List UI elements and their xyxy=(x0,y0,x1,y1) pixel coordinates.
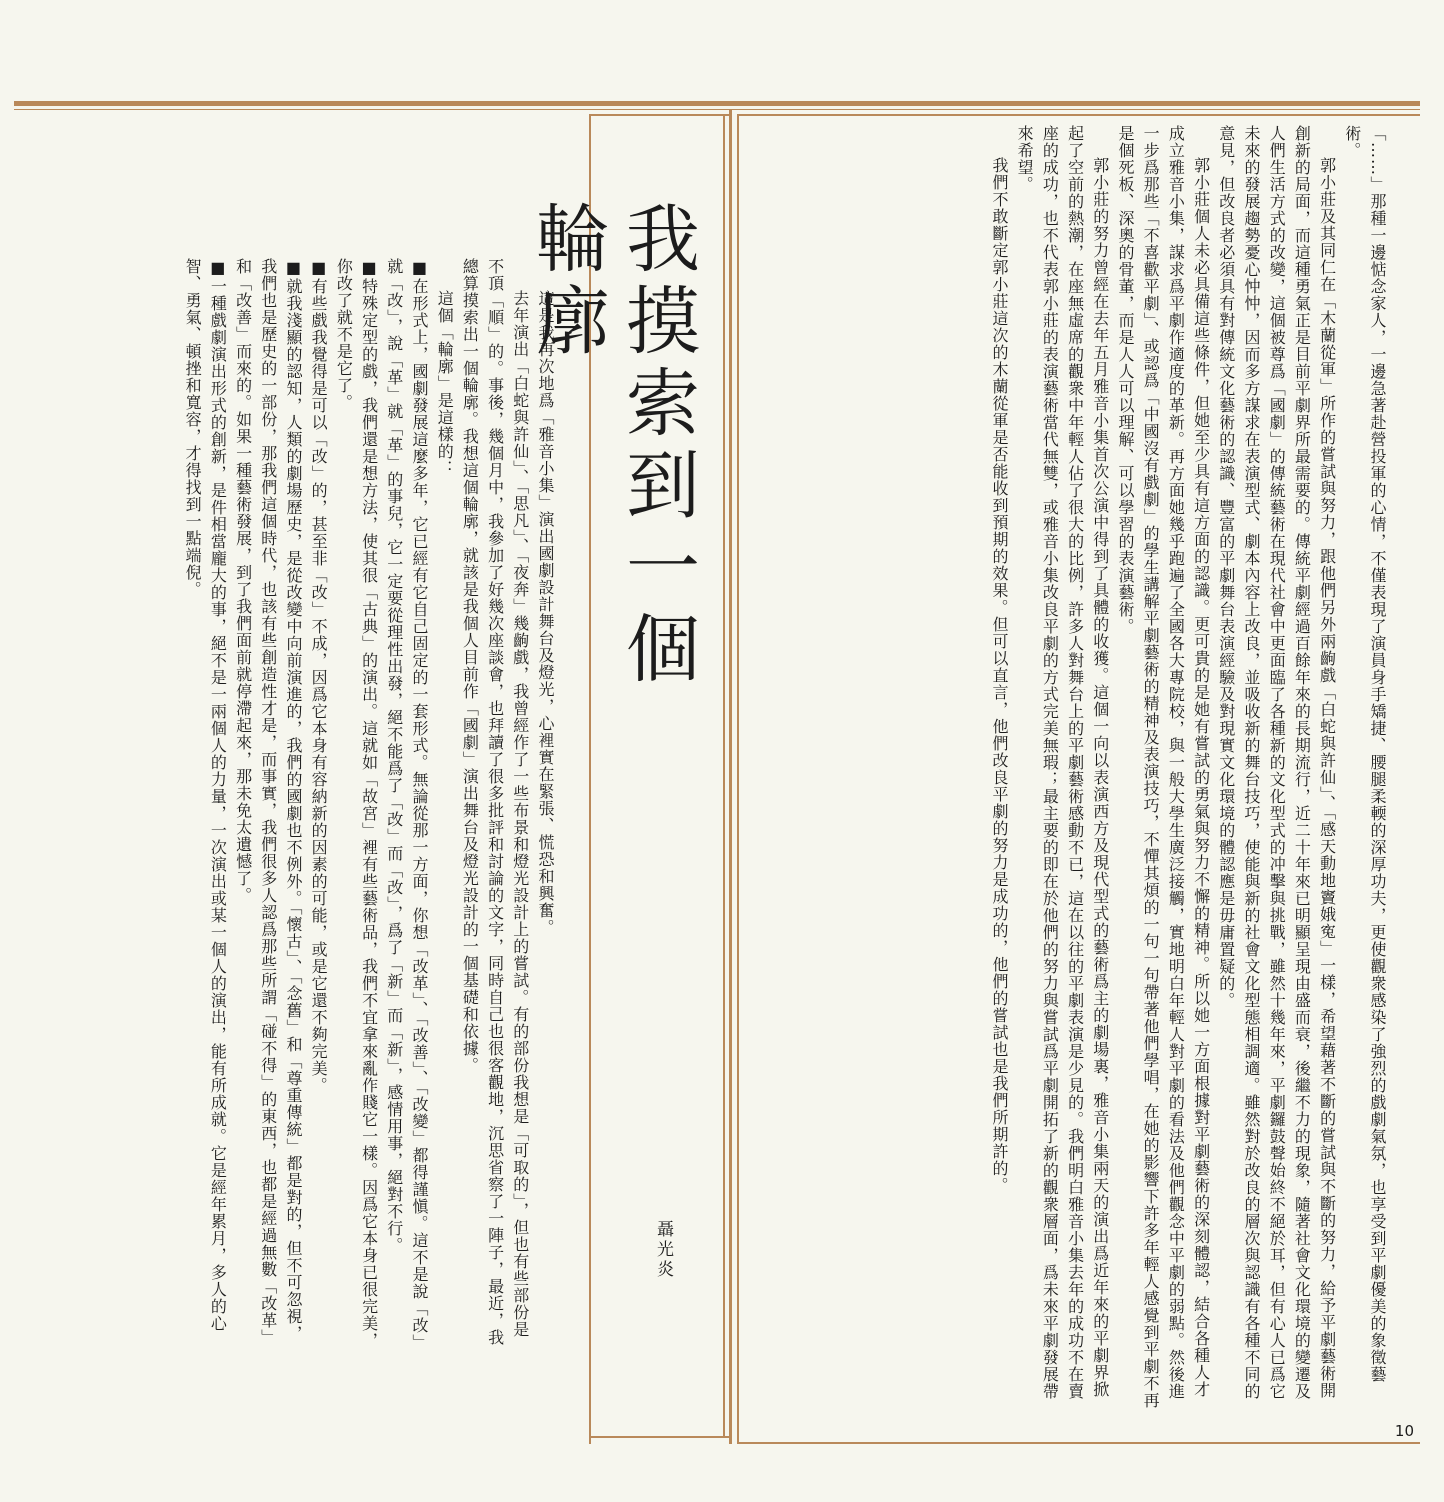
bullet-mark: ■ xyxy=(208,258,228,278)
author-name: 聶光炎 xyxy=(653,1220,673,1280)
bullet-mark: ■ xyxy=(283,258,303,278)
bullet-text: 有些戲我覺得是可以「改」的，甚至非「改」不成，因爲它本身有容納新的因素的可能，或是它還不夠完美。 xyxy=(309,278,329,1094)
bottom-border-rule xyxy=(589,1436,729,1438)
bottom-border-rule-right xyxy=(737,1442,1420,1444)
right-panel-left-rule xyxy=(737,114,739,1444)
bullet-item-1 xyxy=(382,258,432,1350)
bullet-item-5 xyxy=(180,258,230,1350)
intro-paragraph-1: 這是我再次地爲「雅音小集」演出國劇設計舞台及燈光，心裡實在緊張、慌恐和興奮。 xyxy=(536,290,555,936)
page-number: 10 xyxy=(1394,1422,1414,1440)
center-divider-rule xyxy=(729,110,732,1444)
right-paragraph-3: 郭小莊個人未必具備這些條件，但她至少具有這方面的認識。更可貴的是她有嘗試的勇氣與努力不懈的精神。所以她一方面根據對平劇藝術的深刻體認，結合各種人才成立雅音小集，謀求爲平劇作適度的革新。再方面她幾乎跑遍了全國各大專院校，與一般大學生廣泛接觸，實地明白年輕人對平劇的看法及他們觀念中平劇的弱點。然後進一步爲那些「不喜歡平劇」、或認爲「中國沒有戲劇」的學生講解平劇藝術的精神及表演技巧，不憚其煩的一句一句帶著他們學唱，在她的影響下許多年輕人感覺到平劇不再是個死板、深奧的骨董，而是人人可以理解、可以學習的表演藝術。 xyxy=(1115,125,1211,1409)
right-paragraph-5: 我們不敢斷定郭小莊這次的木蘭從軍是否能收到預期的效果。但可以直言，他們改良平劇的努力是成功的，他們的嘗試也是我們所期許的。 xyxy=(989,157,1009,1194)
bullet-text: 特殊定型的戲，我們還是想方法，使其很「古典」的演出。這就如「故宮」裡有些藝術品，我們不宜拿來亂作賤它一樣。因爲它本身已很完美，你改了就不是它了。 xyxy=(334,258,379,1349)
intro-paragraph-3: 這個「輪廓」是這樣的： xyxy=(435,290,455,477)
bullet-item-4 xyxy=(230,258,306,1350)
bullet-item-3 xyxy=(306,258,331,1350)
right-paragraph-4: 郭小莊的努力曾經在去年五月雅音小集首次公演中得到了具體的收獲。這個一向以表演西方及現代型式的藝術爲主的劇場裏，雅音小集兩天的演出爲近年來的平劇界掀起了空前的熱潮，在座無虛席的觀衆中年輕人佔了很大的比例，許多人對舞台上的平劇藝術感動不已，這在以往的平劇表演是少見的。我們明白雅音小集去年的成功不在賣座的成功，也不代表郭小莊的表演藝術當代無雙，或雅音小集改良平劇的方式完美無瑕；最主要的即在於他們的努力與嘗試爲平劇開拓了新的觀衆層面，爲未來平劇發展帶來希望。 xyxy=(1015,125,1110,1400)
bullet-text: 一種戲劇演出形式的創新，是件相當龐大的事，絕不是一兩個人的力量，一次演出或某一個人的演出，能有所成就。它是經年累月，多人的心智、勇氣、頓挫和寬容，才得找到一點端倪。 xyxy=(183,258,228,1332)
top-border-thin-rule xyxy=(14,109,1420,110)
bullet-mark: ■ xyxy=(409,258,429,278)
bullet-text: 就我淺顯的認知，人類的劇場歷史，是從改變中向前演進的，我們的國劇也不例外。「懷古」、「念舊」和「尊重傳統」都是對的，但不可忽視，我們也是歷史的一部份，那我們這個時代，也該有些創造性才是，而事實，我們很多人認爲那些所謂「碰不得」的東西，也都是經過無數「改革」和「改善」而來的。如果一種藝術發展，到了我們面前就停滯起來，那未免太遺憾了。 xyxy=(233,258,303,1346)
article-title: 我摸索到一個輪廓 xyxy=(524,200,700,692)
left-panel-top-rule xyxy=(589,114,729,116)
bullet-text: 在形式上，國劇發展這麼多年，它已經有它自己固定的一套形式。無論從那一方面，你想「改革」、「改善」、「改變」都得謹愼。這不是說「改」就「改」，說「革」就「革」的事兒，它一定要從理性出發，絕不能爲了「改」而「改」，爲了「新」而「新」，感情用事，絕對不行。 xyxy=(384,258,429,1343)
left-panel-inner-right-rule xyxy=(723,114,725,1436)
right-paragraph-1: 「……」那種一邊惦念家人，一邊急著赴營投軍的心情，不僅表現了演員身手矯捷、腰腿柔輭的深厚功夫，更使觀衆感染了強烈的戲劇氣氛，也享受到平劇優美的象徵藝術。 xyxy=(1342,125,1387,1383)
right-text-column xyxy=(758,125,1390,1413)
bullet-mark: ■ xyxy=(309,258,329,278)
intro-paragraph-2: 去年演出「白蛇與許仙」、「思凡」、「夜奔」幾齣戲，我曾經作了一些布景和燈光設計上的嘗試。有的部份我想是「可取的」，但也有些部份是不頂「順」的。事後，幾個月中，我參加了好幾次座談會，也拜讀了很多批評和討論的文字，同時自己也很客觀地，沉思省察了一陣子，最近，我總算摸索出一個輪廓。我想這個輪廓，就該是我個人目前作「國劇」演出舞台及燈光設計的一個基礎和依據。 xyxy=(460,258,530,1346)
right-panel-top-rule xyxy=(737,114,1420,116)
right-paragraph-2: 郭小莊及其同仁在「木蘭從軍」所作的嘗試與努力，跟他們另外兩齣戲「白蛇與許仙」、「感天動地竇娥寃」一樣，希望藉著不斷的嘗試與不斷的努力，給予平劇藝術開創新的局面，而這種勇氣正是目前平劇界所最需要的。傳統平劇經過百餘年來的長期流行，近二十年來已明顯呈現由盛而衰，後繼不力的現象，隨著社會文化環境的變遷及人們生活方式的改變，這個被尊爲「國劇」的傳統藝術在現代社會中更面臨了各種新的文化型式的冲擊與挑戰，雖然十幾年來，平劇鑼鼓聲始終不絕於耳，但有心人已爲它未來的發展趨勢憂心忡忡，因而多方謀求在表演型式、劇本內容上改良，並吸收新的舞台技巧，使能與新的社會文化型態相調適。雖然對於改良的層次與認識有各種不同的意見，但改良者必須具有對傳統文化藝術的認識、豐富的平劇舞台表演經驗及對現實文化環境的體認應是毋庸置疑的。 xyxy=(1216,125,1337,1400)
left-text-column xyxy=(88,258,558,1350)
bullet-mark: ■ xyxy=(359,258,379,278)
top-border-rule xyxy=(14,101,1420,106)
bullet-item-2 xyxy=(331,258,381,1350)
